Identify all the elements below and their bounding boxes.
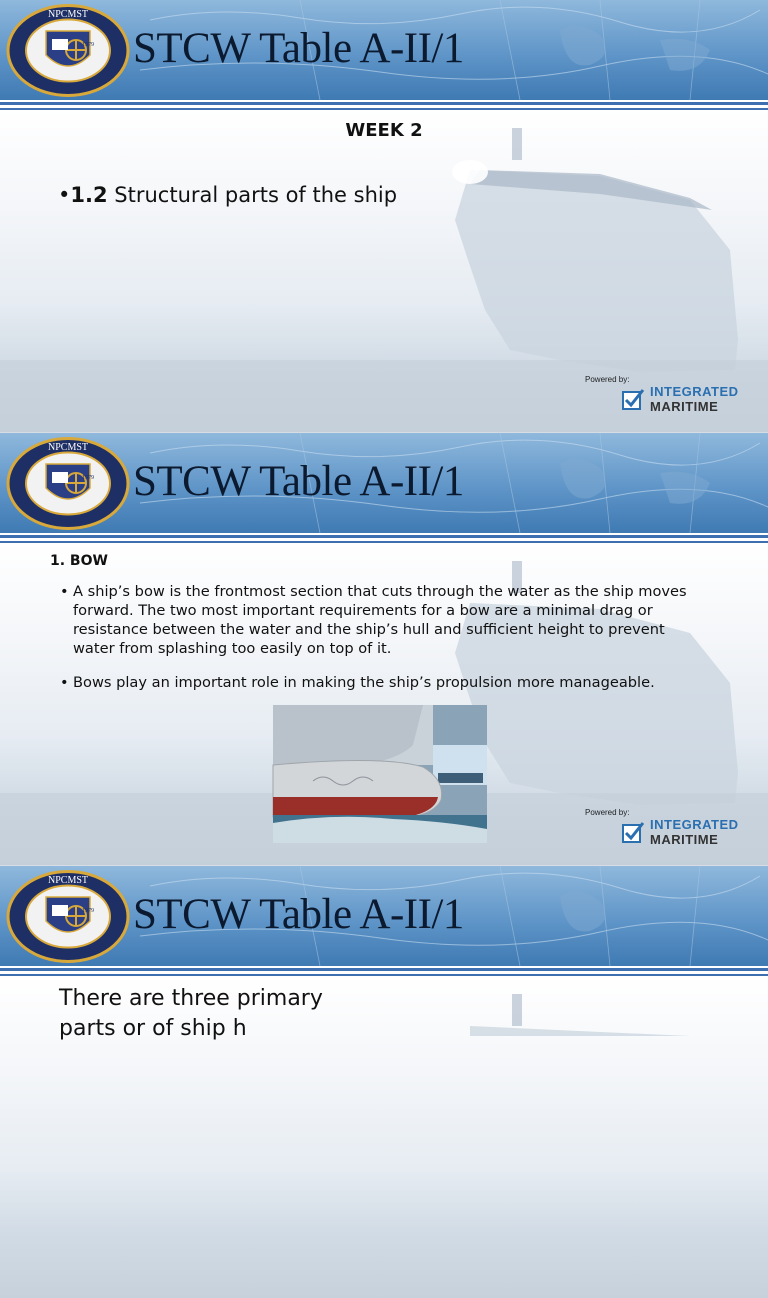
header-rule <box>0 102 768 105</box>
svg-text:1979: 1979 <box>82 42 94 48</box>
powered-by-label: Powered by: <box>585 808 630 817</box>
header-rule-thin <box>0 541 768 543</box>
slide-title: STCW Table A-II/1 <box>133 458 464 505</box>
body-text-line: There are three primary <box>59 986 323 1011</box>
header-rule-thin <box>0 108 768 110</box>
npcmst-seal-logo <box>6 436 130 531</box>
slide-2 <box>0 433 768 865</box>
brand-name-line2: MARITIME <box>650 399 719 414</box>
slide-title: STCW Table A-II/1 <box>133 25 464 72</box>
week-heading: WEEK 2 <box>345 120 423 141</box>
topic-bullet: •1.2 Structural parts of the ship <box>58 183 398 207</box>
slide-3 <box>0 866 768 1041</box>
npcmst-seal-logo <box>6 869 130 964</box>
header-rule <box>0 968 768 971</box>
checkmark-logo-icon <box>622 388 644 410</box>
brand-name-line1: INTEGRATED <box>650 817 739 832</box>
checkmark-logo-icon <box>622 821 644 843</box>
svg-text:NPCMST: NPCMST <box>47 442 89 453</box>
powered-by-label: Powered by: <box>585 375 630 384</box>
header-rule <box>0 535 768 538</box>
npcmst-seal-logo <box>6 3 130 98</box>
bulbous-bow-photo <box>273 705 487 843</box>
brand-name-line1: INTEGRATED <box>650 384 739 399</box>
topic-text: Structural parts of the ship <box>114 183 398 207</box>
svg-text:1979: 1979 <box>82 908 94 914</box>
section-heading: 1. BOW <box>50 553 108 569</box>
header-rule-thin <box>0 974 768 976</box>
svg-text:NPCMST: NPCMST <box>47 9 89 20</box>
bullet-item: • A ship’s bow is the frontmost section that cuts through the water as the ship moves forward. The two most important requirements for a bow are a minimal drag or resistance between the water and the ship’s hull and sufficient height to prevent water from splashing too easily on top of it. <box>60 583 687 657</box>
topic-number: 1.2 <box>70 183 108 207</box>
svg-text:NPCMST: NPCMST <box>47 875 89 886</box>
slide-1 <box>0 0 768 432</box>
body-text-line: parts or of ship h <box>59 1016 247 1041</box>
svg-text:1979: 1979 <box>82 475 94 481</box>
brand-name-line2: MARITIME <box>650 832 719 847</box>
bullet-item: • Bows play an important role in making the ship’s propulsion more manageable. <box>60 674 655 691</box>
slide-title: STCW Table A-II/1 <box>133 891 464 938</box>
